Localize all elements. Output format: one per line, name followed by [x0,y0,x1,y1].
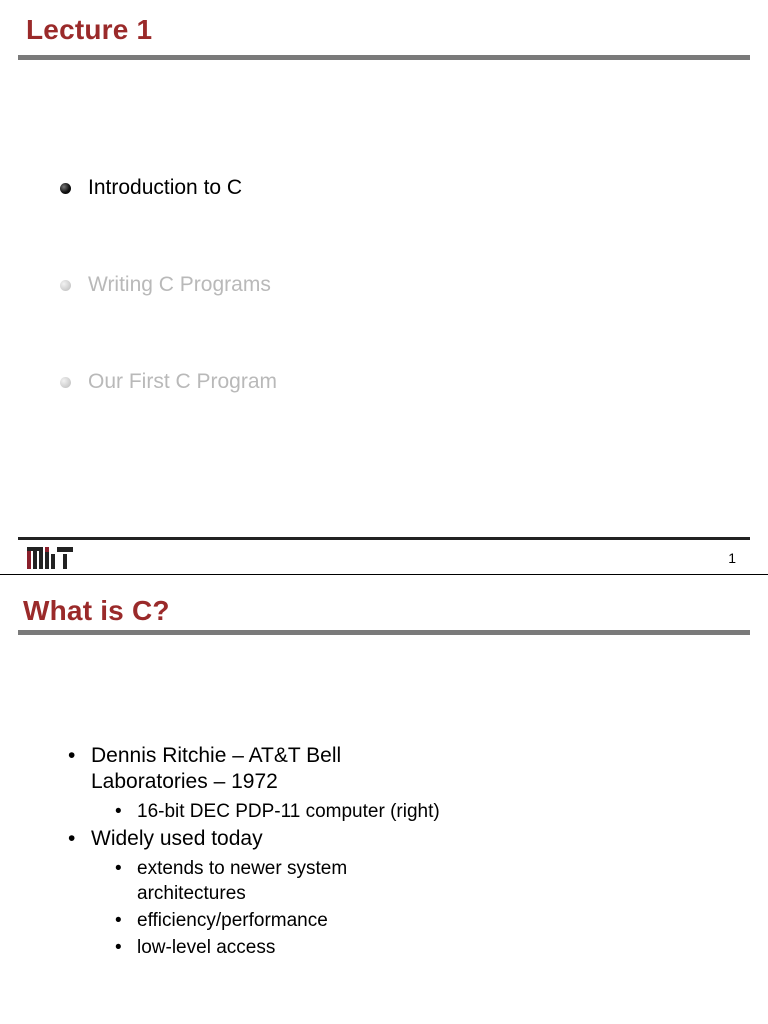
bullet-ball-icon [60,377,71,388]
list-item: • Dennis Ritchie – AT&T Bell Laboratories – 1972 [68,743,448,795]
title-rule [18,55,750,60]
bullet-ball-icon [60,280,71,291]
title-rule [18,630,750,635]
list-item: • Widely used today [68,826,448,852]
bullet-text: Writing C Programs [88,273,271,296]
sub-list-item: • low-level access [115,935,448,960]
bullet-list [68,743,448,962]
sub-list-item: • 16-bit DEC PDP-11 computer (right) [115,799,448,824]
mit-logo-icon [27,547,73,574]
slide-title: What is C? [23,595,170,626]
slide-title: Lecture 1 [26,14,153,45]
bullet-writing-programs [60,273,271,297]
bullet-ball-icon [60,183,71,194]
bullet-introduction [60,176,242,200]
slide-2 [0,575,768,1024]
bullet-text: Introduction to C [88,176,243,199]
bullet-text: Our First C Program [88,370,278,393]
footer-rule [18,537,750,540]
sub-list-item: • extends to newer system architectures [115,856,448,906]
page-number: 1 [728,550,736,566]
bullet-first-program [60,370,277,394]
sub-list-item: • efficiency/performance [115,908,448,933]
